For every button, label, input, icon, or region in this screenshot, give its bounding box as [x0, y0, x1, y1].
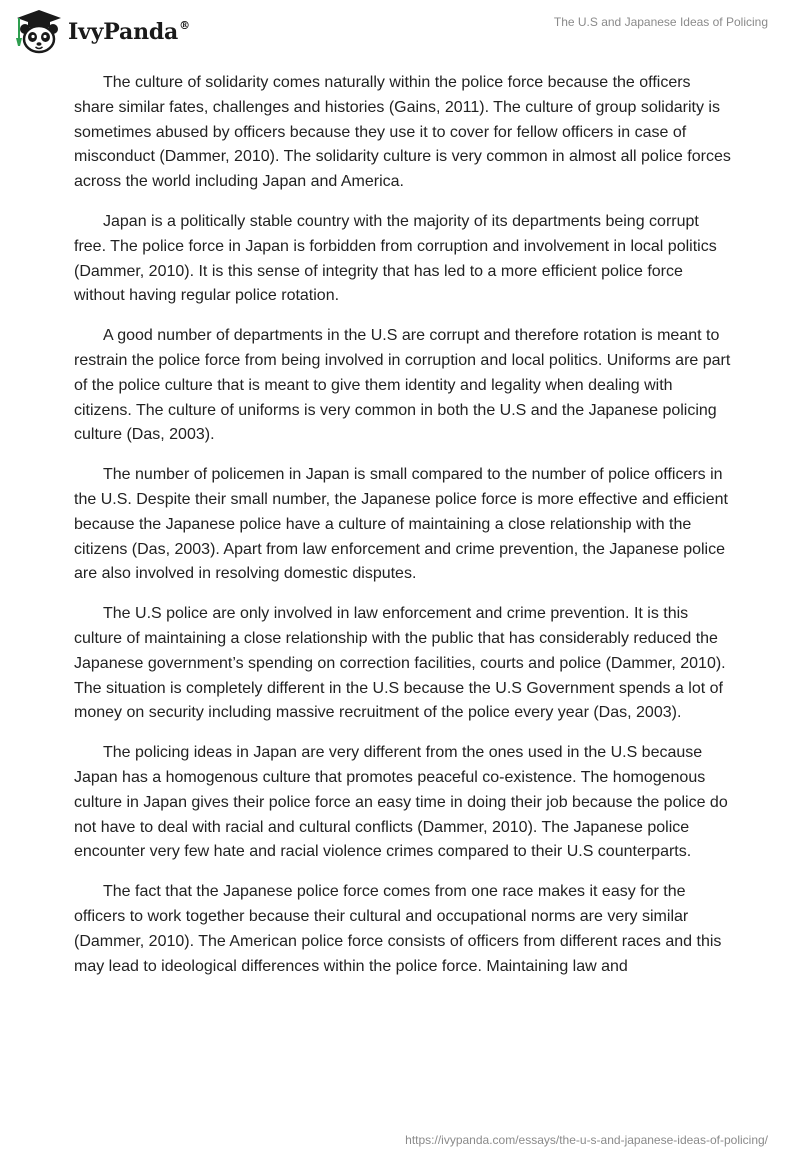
ivypanda-logo[interactable]: [14, 8, 190, 54]
paragraph: The culture of solidarity comes naturally within the police force because the officers share similar fates, challenges and histories (Gains, 2011). The culture of group solidarity is sometimes abused by officers because they use it to cover for fellow officers in case of misconduct (Dammer, 2010). The solidarity culture is very common in almost all police forces across the world including Japan and America.: [74, 74, 731, 191]
paragraph: The policing ideas in Japan are very different from the ones used in the U.S because Japan has a homogenous culture that promotes peaceful co-existence. The homogenous culture in Japan gives their police force an easy time in doing their job because the police do not have to deal with racial and cultural conflicts (Dammer, 2010). The Japanese police encounter very few hate and racial violence crimes compared to their U.S counterparts.: [74, 744, 728, 861]
registered-mark: ®: [179, 19, 190, 32]
paragraph: A good number of departments in the U.S are corrupt and therefore rotation is meant to restrain the police force from being involved in corruption and local politics. Uniforms are part of the police culture that is meant to give them identity and legality when dealing with citizens. The culture of uniforms is very common in both the U.S and the Japanese policing culture (Das, 2003).: [74, 327, 731, 444]
brand-name: [68, 19, 190, 45]
paragraph: The number of policemen in Japan is small compared to the number of police officers in the U.S. Despite their small number, the Japanese police force is more effective and efficient because the Japanese police have a culture of maintaining a close relationship with the citizens (Das, 2003). Apart from law enforcement and crime prevention, the Japanese police are also involved in resolving domestic disputes.: [74, 466, 728, 583]
page-header: [0, 0, 800, 60]
document-title: The U.S and Japanese Ideas of Policing: [553, 15, 768, 29]
essay-body: [74, 71, 734, 994]
source-url-link[interactable]: https://ivypanda.com/essays/the-u-s-and-japanese-ideas-of-policing/: [405, 1133, 768, 1147]
panda-graduate-icon: [14, 8, 64, 54]
brand-name-text: IvyPanda: [68, 19, 179, 45]
paragraph: The U.S police are only involved in law enforcement and crime prevention. It is this culture of maintaining a close relationship with the public that has considerably reduced the Japanese government’s spending on correction facilities, courts and police (Dammer, 2010). The situation is completely different in the U.S because the U.S Government spends a lot of money on security including massive recruitment of the police every year (Das, 2003).: [74, 605, 726, 722]
paragraph: The fact that the Japanese police force comes from one race makes it easy for the officers to work together because their cultural and occupational norms are very similar (Dammer, 2010). The American police force consists of officers from different races and this may lead to ideological differences within the police force. Maintaining law and: [74, 883, 722, 975]
paragraph: Japan is a politically stable country with the majority of its departments being corrupt free. The police force in Japan is forbidden from corruption and involvement in local politics (Dammer, 2010). It is this sense of integrity that has led to a more efficient police force without having regular police rotation.: [74, 212, 717, 305]
